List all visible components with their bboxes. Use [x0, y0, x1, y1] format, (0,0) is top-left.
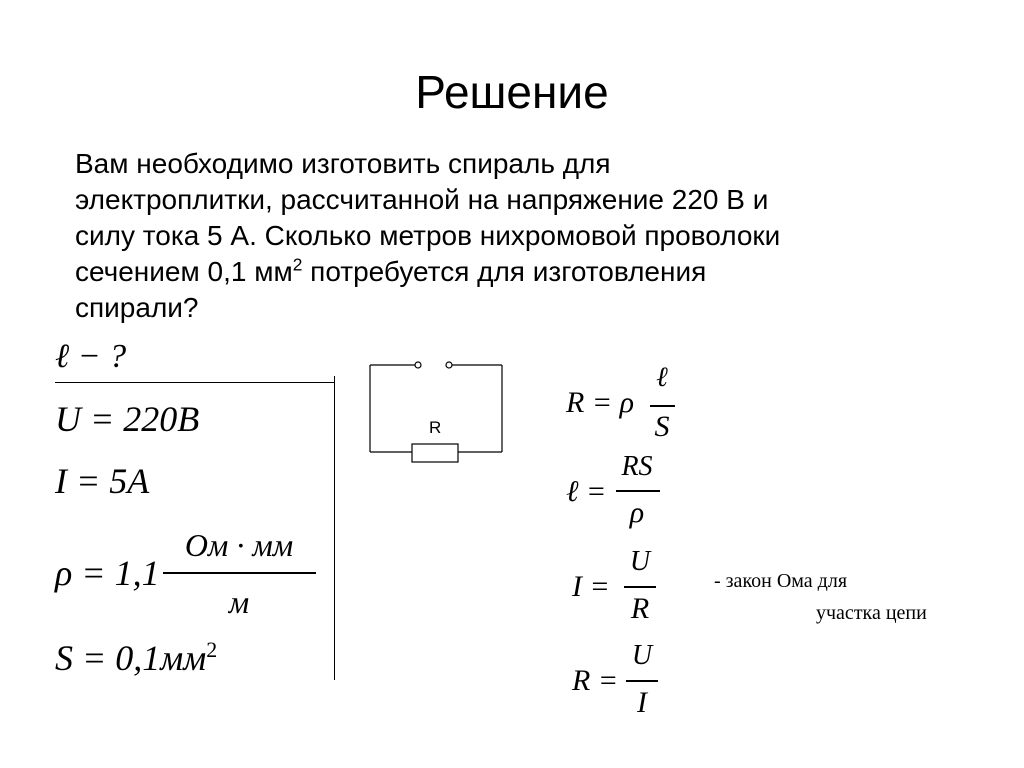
resistivity-unit-denominator: м: [228, 584, 250, 620]
resistivity-unit-numerator: Ом · мм: [184, 527, 294, 563]
terminal-left: [415, 362, 421, 368]
formula-resistance-den: S: [654, 410, 670, 443]
formula-length-lhs: ℓ =: [566, 475, 607, 508]
given-voltage: U = 220B: [55, 399, 200, 439]
formula-length-bar: [616, 490, 660, 492]
given-resistivity: ρ = 1,1: [55, 553, 160, 593]
given-area: [55, 637, 217, 679]
problem-line-2: электроплитки, рассчитанной на напряжение 220 В и: [75, 184, 769, 215]
formula-ohm-lhs: I =: [572, 570, 610, 603]
problem-line-4: [75, 254, 985, 290]
given-vertical-line: [334, 376, 335, 680]
terminal-right: [446, 362, 452, 368]
problem-line-5: спирали?: [75, 292, 199, 323]
ohm-law-note-line-2: участка цепи: [816, 602, 927, 624]
problem-line-4-rest: потребуется для изготовления: [302, 256, 707, 287]
slide-title: Решение: [415, 66, 609, 118]
given-separator-line: [55, 382, 335, 383]
formula-resistance-num: ℓ: [656, 362, 668, 393]
formula-resistance-ohm-num: U: [631, 640, 653, 671]
given-area-text: S = 0,1мм: [55, 638, 207, 678]
formula-ohm-den: R: [630, 592, 650, 625]
formula-resistance-ohm-lhs: R =: [572, 664, 619, 697]
problem-line-4-text: сечением 0,1 мм: [75, 256, 293, 287]
given-unknown: ℓ − ?: [55, 338, 127, 375]
formula-resistance-ohm-den: I: [637, 686, 647, 719]
formula-length-den: ρ: [629, 496, 645, 529]
given-area-exponent: 2: [206, 636, 218, 662]
given-current: I = 5A: [55, 461, 150, 501]
formula-length-num: RS: [621, 451, 653, 482]
formula-ohm-num: U: [629, 546, 651, 577]
ohm-law-note-line-1: - закон Ома для: [714, 570, 848, 592]
formula-resistance-lhs: R = ρ: [566, 386, 634, 419]
circuit-diagram: [360, 350, 520, 470]
resistivity-fraction-bar: [163, 572, 316, 574]
resistor-symbol: [412, 444, 458, 462]
formula-resistance-bar: [650, 405, 675, 407]
formula-ohm-bar: [624, 586, 656, 588]
mm-squared-exponent: 2: [292, 254, 303, 275]
problem-line-3: силу тока 5 А. Сколько метров нихромовой проволоки: [75, 220, 781, 251]
problem-line-1: Вам необходимо изготовить спираль для: [75, 148, 611, 179]
resistor-label: R: [429, 418, 442, 437]
problem-statement: [75, 146, 985, 326]
formula-resistance-ohm-bar: [626, 680, 658, 682]
